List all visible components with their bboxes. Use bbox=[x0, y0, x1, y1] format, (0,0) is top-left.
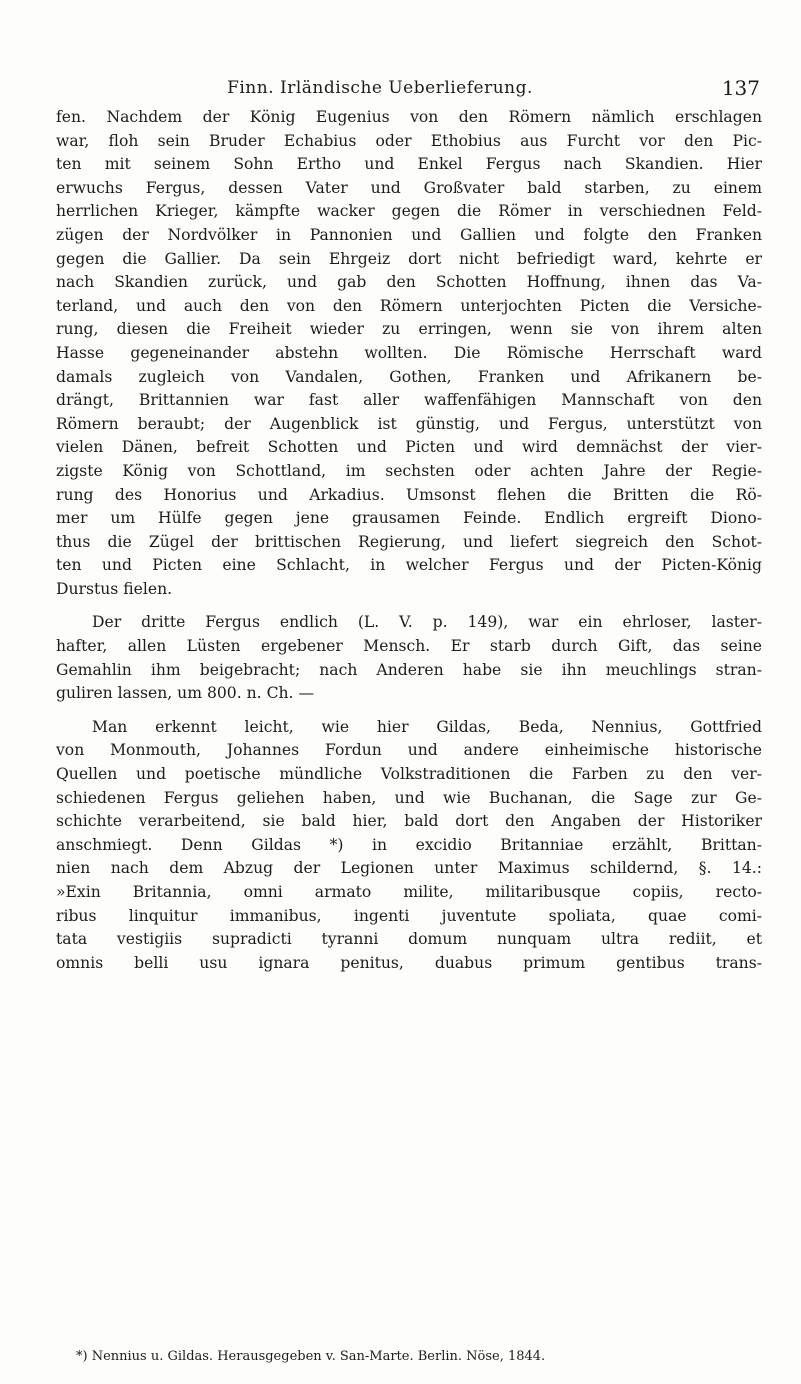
body-text bbox=[56, 106, 762, 975]
text-line: thus die Zügel der brittischen Regierung, und liefert siegreich den Schot- bbox=[56, 532, 762, 551]
text-line: Durstus fielen. bbox=[56, 579, 173, 598]
text-line: Gemahlin ihm beigebracht; nach Anderen habe sie ihn meuchlings stran- bbox=[56, 660, 762, 679]
paragraph bbox=[56, 716, 762, 976]
text-line: Man erkennt leicht, wie hier Gildas, Beda, Nennius, Gottfried bbox=[92, 717, 762, 736]
text-line: tata vestigiis supradicti tyranni domum nunquam ultra rediit, et bbox=[56, 930, 762, 949]
text-line: drängt, Brittannien war fast aller waffenfähigen Mannschaft von den bbox=[56, 391, 762, 410]
running-title: Finn. Irländische Ueberlieferung. bbox=[227, 78, 533, 98]
text-line: ten und Picten eine Schlacht, in welcher Fergus und der Picten-König bbox=[56, 556, 762, 575]
text-line: terland, und auch den von den Römern unterjochten Picten die Versiche- bbox=[56, 296, 762, 315]
text-line: Quellen und poetische mündliche Volkstraditionen die Farben zu den ver- bbox=[56, 765, 762, 784]
text-line: herrlichen Krieger, kämpfte wacker gegen die Römer in verschiednen Feld- bbox=[56, 202, 762, 221]
text-line: rung des Honorius und Arkadius. Umsonst flehen die Britten die Rö- bbox=[56, 485, 762, 504]
footnote: *) Nennius u. Gildas. Herausgegeben v. San-Marte. Berlin. Nöse, 1844. bbox=[76, 1349, 546, 1364]
text-line: schichte verarbeitend, sie bald hier, bald dort den Angaben der Historiker bbox=[56, 812, 762, 831]
page-number: 137 bbox=[721, 76, 760, 100]
text-line: fen. Nachdem der König Eugenius von den Römern nämlich erschlagen bbox=[56, 108, 762, 126]
text-line: Römern beraubt; der Augenblick ist günstig, und Fergus, unterstützt von bbox=[56, 414, 762, 433]
text-line: mer um Hülfe gegen jene grausamen Feinde. Endlich ergreift Diono- bbox=[56, 509, 762, 528]
text-line: ten mit seinem Sohn Ertho und Enkel Fergus nach Skandien. Hier bbox=[56, 155, 762, 174]
text-line: Der dritte Fergus endlich (L. V. p. 149), war ein ehrloser, laster- bbox=[92, 613, 762, 632]
text-line: war, floh sein Bruder Echabius oder Ethobius aus Furcht vor den Pic- bbox=[56, 131, 762, 150]
text-line: ribus linquitur immanibus, ingenti juventute spoliata, quae comi- bbox=[56, 906, 762, 925]
paragraph-gap bbox=[56, 601, 762, 611]
text-line: guliren lassen, um 800. n. Ch. — bbox=[56, 684, 315, 703]
text-line: schiedenen Fergus geliehen haben, und wie Buchanan, die Sage zur Ge- bbox=[56, 788, 762, 807]
text-line: anschmiegt. Denn Gildas *) in excidio Britanniae erzählt, Brittan- bbox=[56, 835, 762, 854]
text-line: vielen Dänen, befreit Schotten und Picten und wird demnächst der vier- bbox=[56, 438, 762, 457]
text-line: von Monmouth, Johannes Fordun und andere einheimische historische bbox=[56, 741, 762, 760]
text-line: hafter, allen Lüsten ergebener Mensch. Er starb durch Gift, das seine bbox=[56, 637, 762, 656]
text-line: gegen die Gallier. Da sein Ehrgeiz dort nicht befriedigt ward, kehrte er bbox=[56, 249, 762, 268]
text-line: zigste König von Schottland, im sechsten oder achten Jahre der Regie- bbox=[56, 461, 762, 480]
text-line: »Exin Britannia, omni armato milite, militaribusque copiis, recto- bbox=[56, 883, 762, 901]
text-line: nach Skandien zurück, und gab den Schotten Hoffnung, ihnen das Va- bbox=[56, 273, 762, 292]
text-line: damals zugleich von Vandalen, Gothen, Franken und Afrikanern be- bbox=[56, 367, 762, 386]
text-line: erwuchs Fergus, dessen Vater und Großvater bald starben, zu einem bbox=[56, 178, 762, 197]
text-line: zügen der Nordvölker in Pannonien und Gallien und folgte den Franken bbox=[56, 225, 762, 244]
running-head bbox=[60, 78, 760, 102]
paragraph bbox=[56, 611, 762, 705]
paragraph-gap bbox=[56, 706, 762, 716]
text-line: omnis belli usu ignara penitus, duabus primum gentibus trans- bbox=[56, 953, 762, 972]
paragraph bbox=[56, 106, 762, 601]
text-line: nien nach dem Abzug der Legionen unter Maximus schildernd, §. 14.: bbox=[56, 859, 762, 878]
text-line: Hasse gegeneinander abstehn wollten. Die Römische Herrschaft ward bbox=[56, 343, 762, 362]
text-line: rung, diesen die Freiheit wieder zu erringen, wenn sie von ihrem alten bbox=[56, 320, 762, 339]
